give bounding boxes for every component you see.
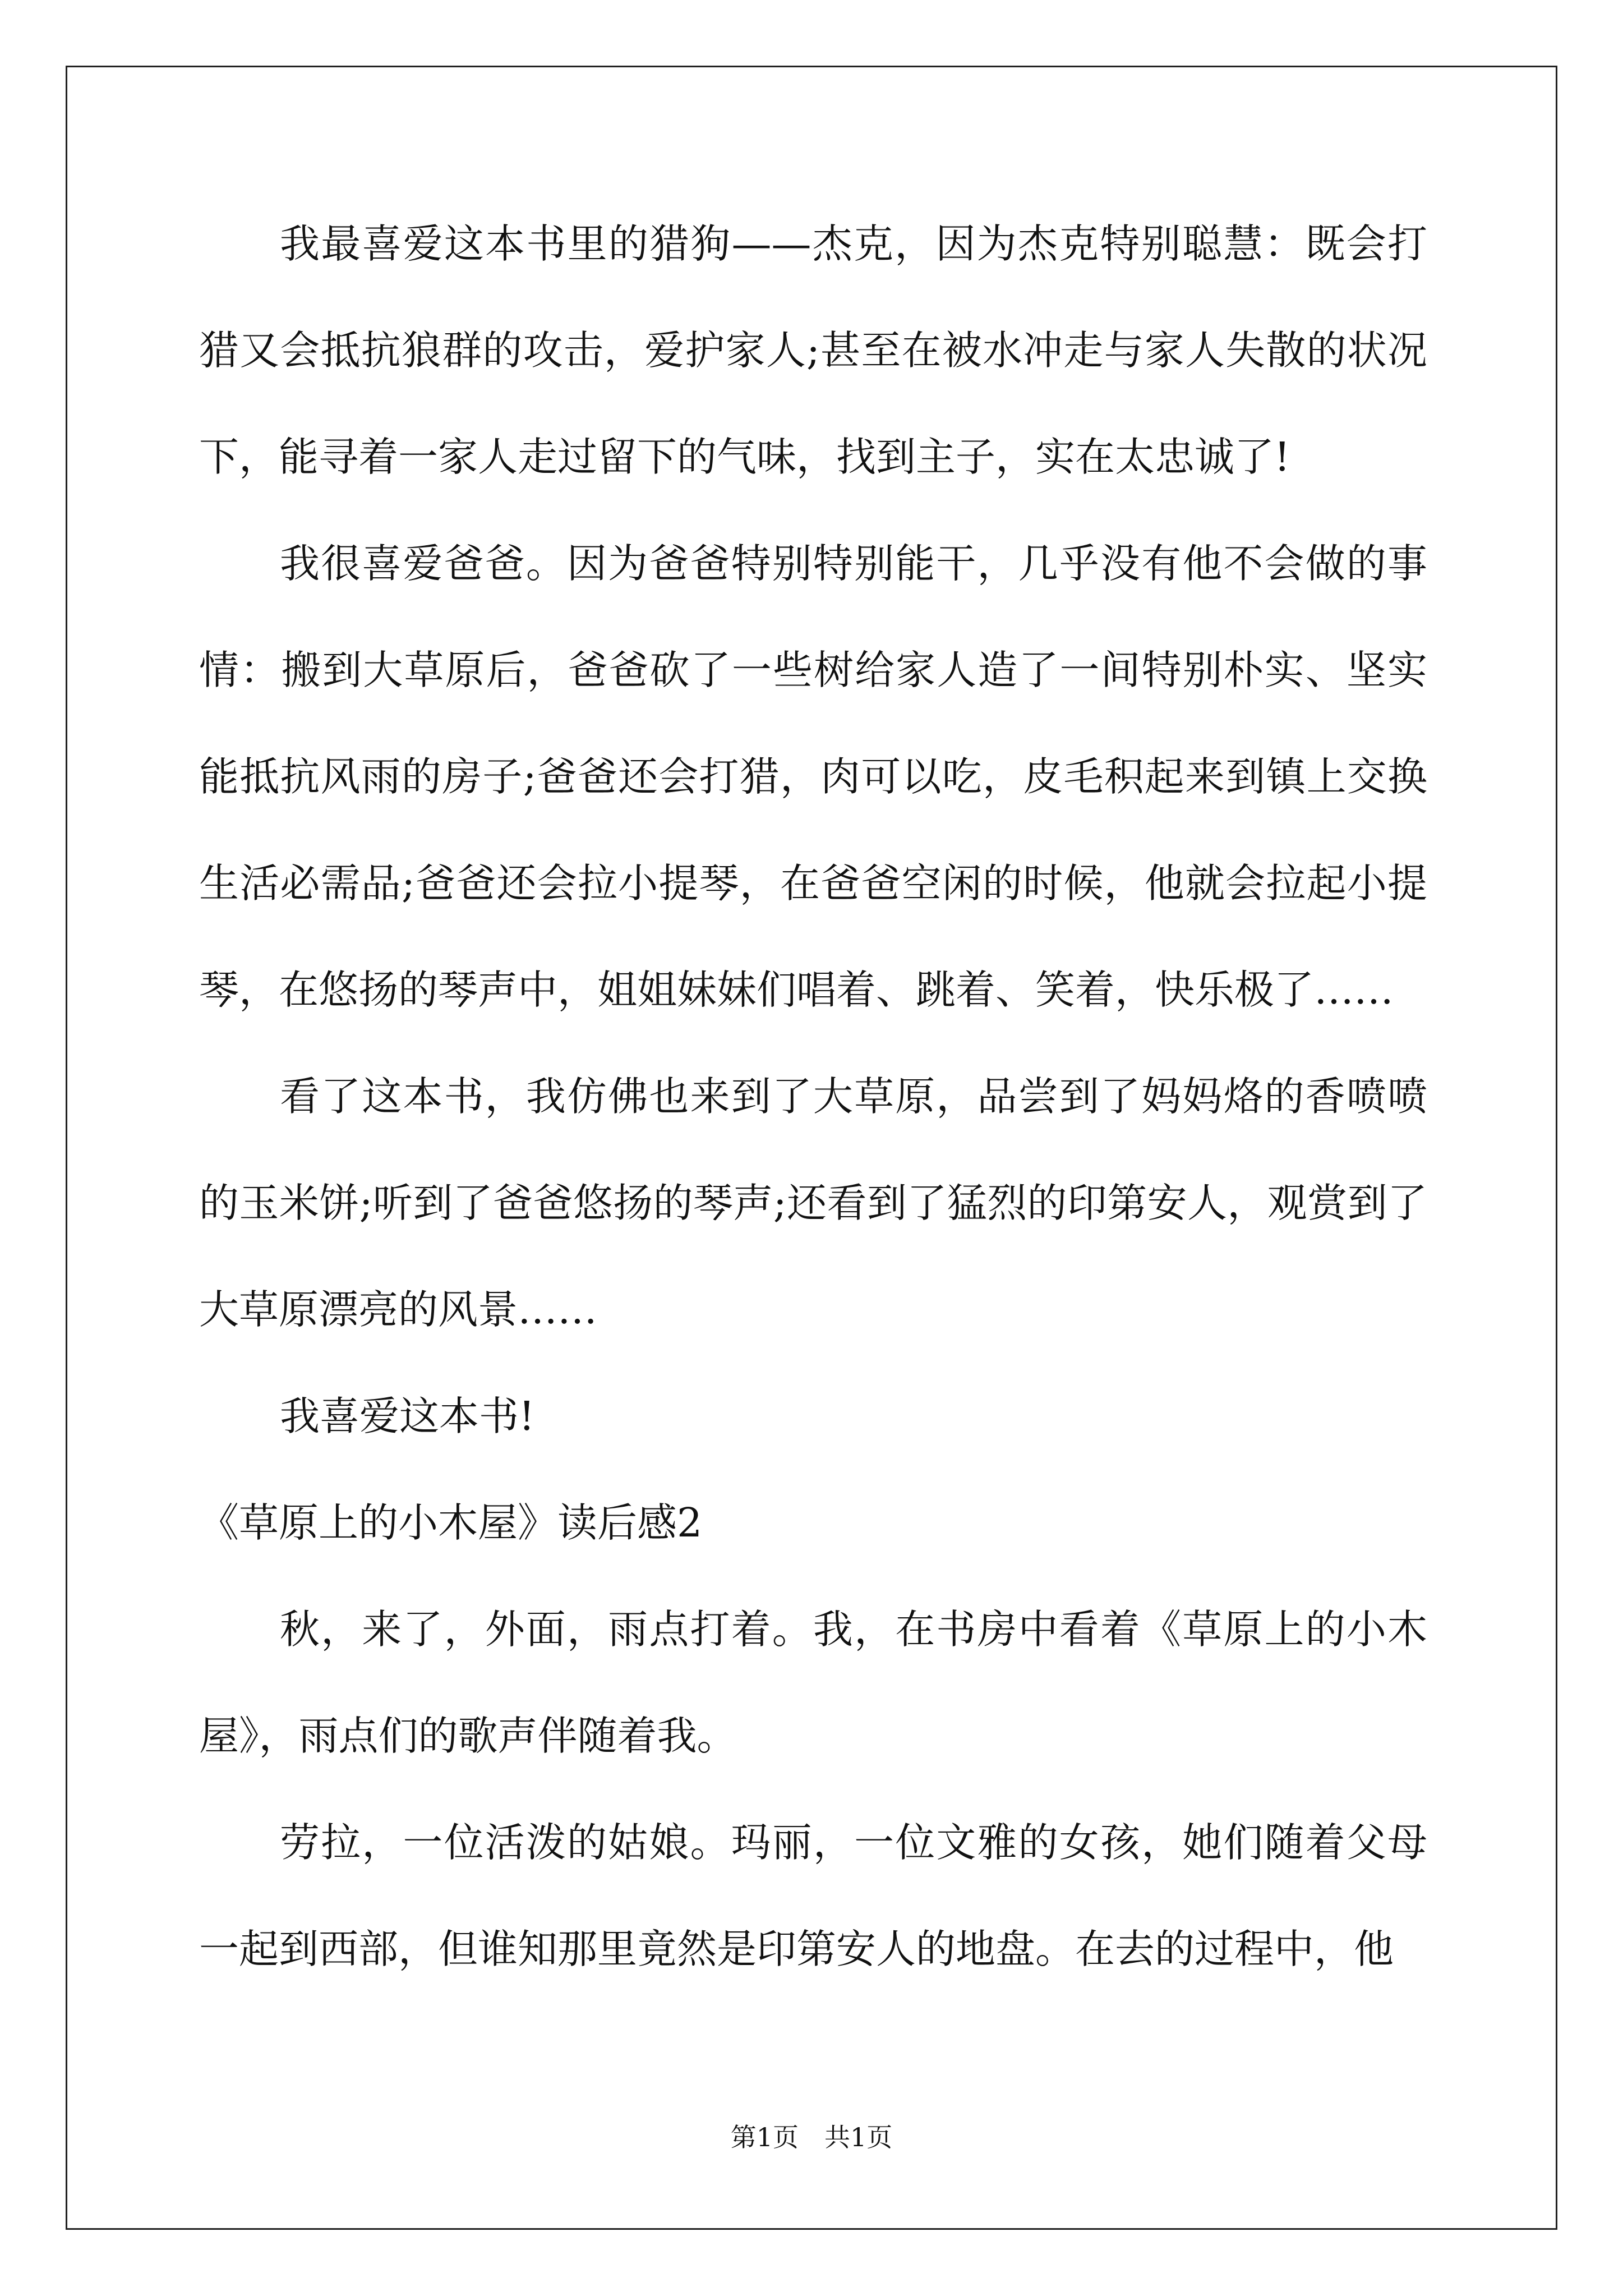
paragraph: 我喜爱这本书! bbox=[280, 1393, 535, 1439]
page-footer bbox=[0, 2120, 1623, 2154]
section-heading: 《草原上的小木屋》读后感2 bbox=[199, 1499, 703, 1546]
page-number: 第1页 bbox=[730, 2122, 799, 2152]
paragraph: 我很喜爱爸爸。因为爸爸特别特别能干，几乎没有他不会做的事情：搬到大草原后，爸爸砍了一些树给家人造了一间特别朴实、坚实能抵抗风雨的房子;爸爸还会打猎，肉可以吃，皮毛积起来到镇上交换生活必需品;爸爸还会拉小提琴，在爸爸空闲的时候，他就会拉起小提琴，在悠扬的琴声中，姐姐妹妹们唱着、跳着、笑着，快乐极了…… bbox=[199, 540, 1427, 1013]
page-total: 共1页 bbox=[824, 2122, 893, 2152]
paragraph: 看了这本书，我仿佛也来到了大草原，品尝到了妈妈烙的香喷喷的玉米饼;听到了爸爸悠扬的琴声;还看到了猛烈的印第安人，观赏到了大草原漂亮的风景…… bbox=[199, 1073, 1427, 1333]
paragraph: 我最喜爱这本书里的猎狗——杰克，因为杰克特别聪慧：既会打猎又会抵抗狼群的攻击，爱护家人;甚至在被水冲走与家人失散的状况下，能寻着一家人走过留下的气味，找到主子，实在太忠诚了! bbox=[199, 220, 1427, 480]
paragraph: 劳拉，一位活泼的姑娘。玛丽，一位文雅的女孩，她们随着父母一起到西部，但谁知那里竟然是印第安人的地盘。在去的过程中，他 bbox=[199, 1819, 1427, 1972]
document-body bbox=[199, 191, 1427, 2003]
paragraph: 秋，来了，外面，雨点打着。我，在书房中看着《草原上的小木屋》，雨点们的歌声伴随着我。 bbox=[199, 1606, 1427, 1759]
